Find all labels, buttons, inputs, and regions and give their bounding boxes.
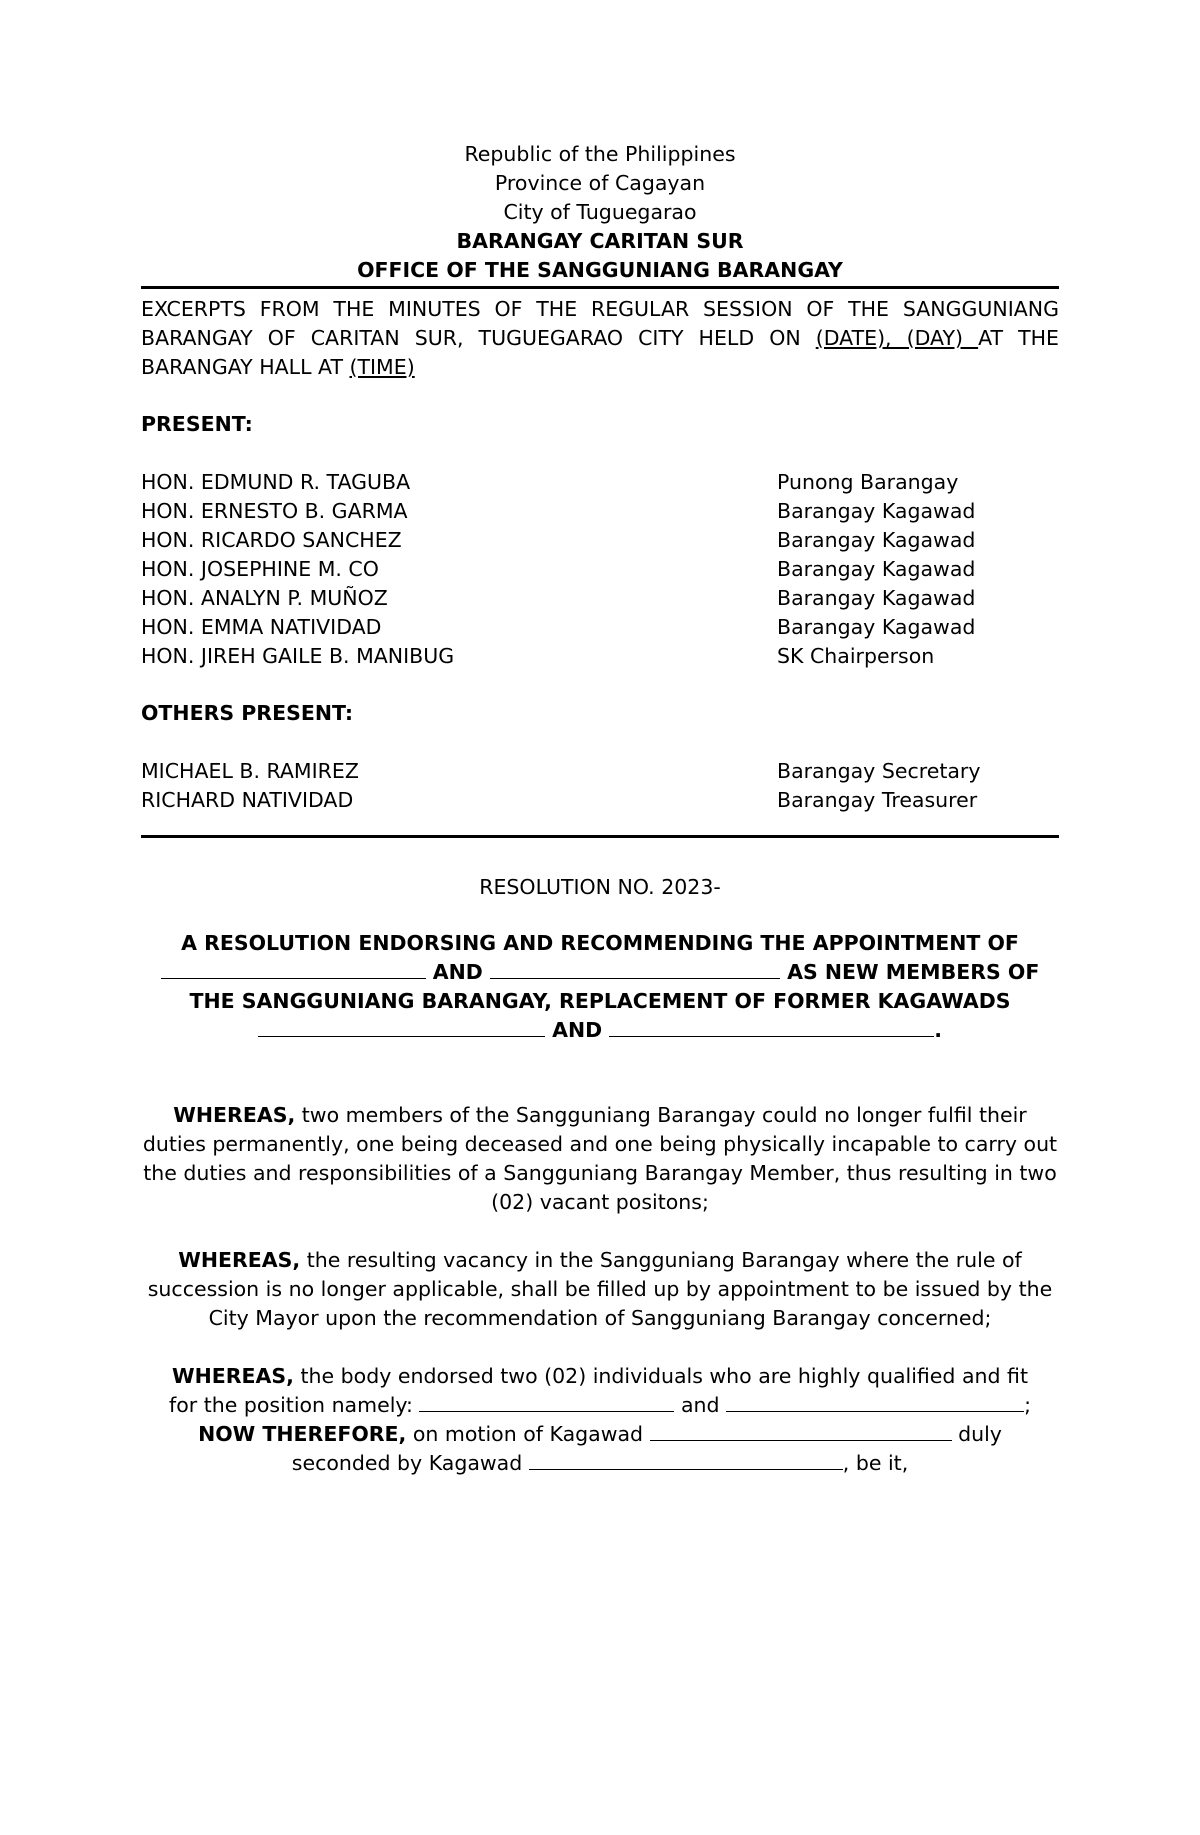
member-position: Punong Barangay (777, 470, 959, 494)
blank-former-kagawad-1 (258, 1016, 545, 1037)
excerpt-paragraph (141, 295, 1059, 382)
others-present-label: OTHERS PRESENT: (141, 701, 354, 725)
whereas-lead: WHEREAS, (178, 1248, 301, 1272)
whereas-lead: WHEREAS, (173, 1103, 296, 1127)
member-position: Barangay Kagawad (777, 557, 976, 581)
whereas-paragraph-1 (141, 1101, 1059, 1217)
excerpt-text-middle: AT THE BARANGAY HALL AT (141, 326, 1059, 379)
member-name: HON. JIREH GAILE B. MANIBUG (141, 644, 455, 668)
member-position: Barangay Kagawad (777, 586, 976, 610)
whereas-paragraph-3 (141, 1362, 1059, 1478)
title-line-1: A RESOLUTION ENDORSING AND RECOMMENDING THE APPOINTMENT OF (181, 931, 1019, 955)
title-line-3: THE SANGGUNIANG BARANGAY, REPLACEMENT OF FORMER KAGAWADS (189, 989, 1011, 1013)
member-name: HON. ANALYN P. MUÑOZ (141, 586, 388, 610)
title-line-2-end: AS NEW MEMBERS OF (779, 960, 1040, 984)
whereas-3-line-2 (141, 1391, 1059, 1420)
therefore-duly: duly (951, 1422, 1002, 1446)
member-position: Barangay Kagawad (777, 615, 976, 639)
header-city: City of Tuguegarao (503, 200, 697, 224)
member-position: Barangay Kagawad (777, 528, 976, 552)
member-name: HON. ERNESTO B. GARMA (141, 499, 408, 523)
whereas-text: the body endorsed two (02) individuals who are highly qualified and fit (293, 1364, 1028, 1388)
header-republic: Republic of the Philippines (464, 142, 736, 166)
blank-individual-2 (726, 1391, 1024, 1412)
header-office: OFFICE OF THE SANGGUNIANG BARANGAY (357, 258, 843, 282)
member-position: SK Chairperson (777, 644, 935, 668)
member-name: HON. RICARDO SANCHEZ (141, 528, 402, 552)
roster-row (141, 555, 1059, 584)
therefore-motion: on motion of Kagawad (406, 1422, 650, 1446)
member-position: Barangay Kagawad (777, 499, 976, 523)
roster-row (141, 642, 1059, 671)
whereas-3-namely: for the position namely: (168, 1393, 420, 1417)
blank-appointee-1 (161, 958, 426, 979)
roster-row (141, 757, 1059, 786)
header-province: Province of Cagayan (494, 171, 706, 195)
roster-row (141, 497, 1059, 526)
title-line-4 (141, 1016, 1059, 1045)
roster-row (141, 786, 1059, 815)
whereas-text: the resulting vacancy in the Sangguniang Barangay where the rule of succession is no longer applicable, shall be filled up by appointment to be issued by the City Mayor upon the recommendation of Sangguniang Barangay concerned; (147, 1248, 1053, 1330)
roster-row (141, 584, 1059, 613)
member-name: HON. EDMUND R. TAGUBA (141, 470, 411, 494)
resolution-year: 2023- (661, 875, 721, 899)
blank-former-kagawad-2 (609, 1016, 934, 1037)
excerpt-time: (TIME) (349, 355, 415, 379)
header-barangay: BARANGAY CARITAN SUR (456, 229, 744, 253)
member-position: Barangay Secretary (777, 759, 981, 783)
title-period: . (934, 1018, 943, 1042)
others-roster (141, 757, 1059, 815)
roster-row (141, 613, 1059, 642)
whereas-3-semicolon: ; (1024, 1393, 1031, 1417)
bottom-rule (141, 835, 1059, 838)
resolution-label: RESOLUTION NO. (479, 875, 662, 899)
excerpt-text-start: EXCERPTS FROM THE MINUTES OF THE REGULAR SESSION OF THE SANGGUNIANG BARANGAY OF CARITAN SUR, TUGUEGARAO CITY HELD ON (141, 297, 1059, 350)
blank-individual-1 (419, 1391, 674, 1412)
therefore-lead: NOW THEREFORE, (198, 1422, 407, 1446)
top-rule (141, 286, 1059, 289)
whereas-3-line-1 (141, 1362, 1059, 1391)
blank-seconded-kagawad (529, 1449, 843, 1470)
blank-motion-kagawad (650, 1420, 952, 1441)
title-and: AND (544, 1018, 610, 1042)
member-name: MICHAEL B. RAMIREZ (141, 759, 359, 783)
resolution-title (141, 929, 1059, 1045)
whereas-3-and: and (674, 1393, 727, 1417)
resolution-number (141, 873, 1059, 902)
blank-appointee-2 (490, 958, 780, 979)
roster-row (141, 468, 1059, 497)
therefore-line-1 (141, 1420, 1059, 1449)
member-name: HON. EMMA NATIVIDAD (141, 615, 382, 639)
present-roster (141, 468, 1059, 671)
member-name: HON. JOSEPHINE M. CO (141, 557, 379, 581)
whereas-paragraph-2 (141, 1246, 1059, 1333)
document-content (141, 140, 1059, 1478)
whereas-lead: WHEREAS, (171, 1364, 294, 1388)
present-label: PRESENT: (141, 412, 253, 436)
excerpt-date-day: (DATE), (DAY) (815, 326, 979, 350)
therefore-line-2 (141, 1449, 1059, 1478)
member-name: RICHARD NATIVIDAD (141, 788, 354, 812)
whereas-text: two members of the Sangguniang Barangay could no longer fulfil their duties permanently, one being deceased and one being physically incapable to carry out the duties and responsibilities of a Sangguniang Barangay Member, thus resulting in two (02) vacant positons; (142, 1103, 1058, 1214)
title-and: AND (425, 960, 490, 984)
title-line-2 (141, 958, 1059, 987)
therefore-end: , be it, (842, 1451, 909, 1475)
therefore-seconded: seconded by Kagawad (291, 1451, 529, 1475)
roster-row (141, 526, 1059, 555)
member-position: Barangay Treasurer (777, 788, 978, 812)
